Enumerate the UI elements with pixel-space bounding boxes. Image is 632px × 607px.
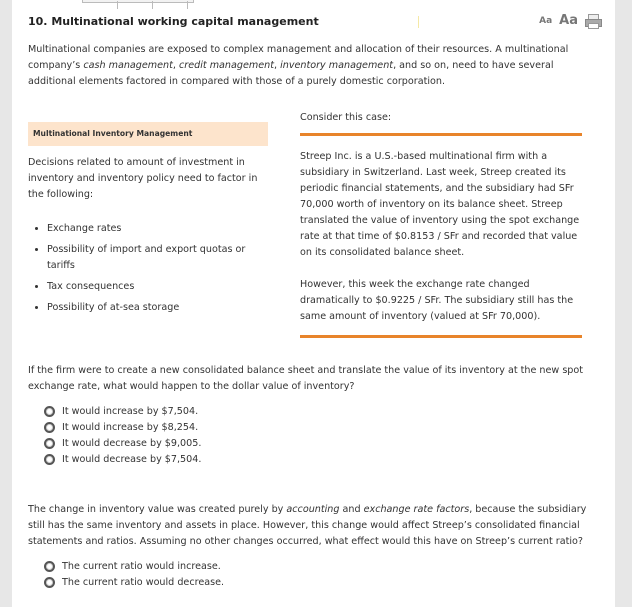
term-cash-management: cash management xyxy=(83,60,173,71)
left-column xyxy=(28,122,268,321)
list-item: • Possibility of import and export quotas or tariffs xyxy=(47,242,268,274)
term-credit-management: credit management xyxy=(179,60,274,71)
case-paragraph-1: Streep Inc. is a U.S.-based multinational firm with a subsidiary in Switzerland. Last week, Streep created its periodic financial statements, and the subsidiary had SFr 70,000 worth of inventory on its balance sheet. Streep translated the value of inventory using the spot exchange rate at that time of $0.8153 / SFr and recorded that value on its consolidated balance sheet. xyxy=(300,151,580,258)
print-icon[interactable] xyxy=(585,14,601,28)
radio-button[interactable] xyxy=(44,438,55,449)
question-1-options xyxy=(44,403,344,467)
answer-option[interactable]: The current ratio would increase. xyxy=(44,558,344,574)
radio-button[interactable] xyxy=(44,422,55,433)
term-accounting: accounting xyxy=(286,504,340,515)
question-2-text: The change in inventory value was created purely by accounting and exchange rate factors, because the subsidiary still has the same inventory and assets in place. However, this change would affect Streep’s consolidated financial statements and ratios. Assuming no other changes occurred, what effect would this have on Streep’s current ratio? xyxy=(28,504,587,547)
factors-list xyxy=(28,221,268,316)
term-inventory-management: inventory management xyxy=(280,60,394,71)
term-exchange-rate-factors: exchange rate factors xyxy=(363,504,470,515)
answer-option[interactable]: It would increase by $7,504. xyxy=(44,403,344,419)
scrollbar[interactable] xyxy=(617,0,632,607)
section-header: Multinational Inventory Management xyxy=(28,122,268,146)
case-paragraph-2: However, this week the exchange rate changed dramatically to $0.9225 / SFr. The subsidiary still has the same amount of inventory (valued at SFr 70,000). xyxy=(300,279,574,322)
radio-button[interactable] xyxy=(44,406,55,417)
question-2-options xyxy=(44,558,344,590)
intro-paragraph: Multinational companies are exposed to complex management and allocation of their resources. A multinational company’s cash management, credit management, inventory management, and so on, need to have several additional elements factored in compared with those of a purely domestic corporation. xyxy=(28,44,569,87)
list-item: • Exchange rates xyxy=(47,221,268,237)
radio-button[interactable] xyxy=(44,577,55,588)
answer-option[interactable]: It would decrease by $7,504. xyxy=(44,451,344,467)
divider xyxy=(300,335,582,338)
cursor-marker xyxy=(418,16,419,28)
case-panel xyxy=(300,110,582,338)
toolbar xyxy=(539,13,601,28)
question-1-text: If the firm were to create a new consolidated balance sheet and translate the value of its inventory at the new spot exchange rate, what would happen to the dollar value of inventory? xyxy=(28,365,584,392)
question-title: 10. Multinational working capital management xyxy=(28,15,319,28)
radio-button[interactable] xyxy=(44,561,55,572)
consider-label: Consider this case: xyxy=(300,112,392,123)
assignment-page xyxy=(12,0,615,607)
divider xyxy=(300,133,582,136)
decrease-font-button[interactable]: Aa xyxy=(539,15,553,26)
top-tab-strip[interactable] xyxy=(82,0,194,3)
answer-option[interactable]: The current ratio would decrease. xyxy=(44,574,344,590)
answer-option[interactable]: It would decrease by $9,005. xyxy=(44,435,344,451)
list-item: • Tax consequences xyxy=(47,279,268,295)
decisions-text: Decisions related to amount of investment in inventory and inventory policy need to factor in the following: xyxy=(28,157,258,200)
radio-button[interactable] xyxy=(44,454,55,465)
list-item: • Possibility of at-sea storage xyxy=(47,300,268,316)
increase-font-button[interactable]: Aa xyxy=(559,13,578,28)
answer-option[interactable]: It would increase by $8,254. xyxy=(44,419,344,435)
